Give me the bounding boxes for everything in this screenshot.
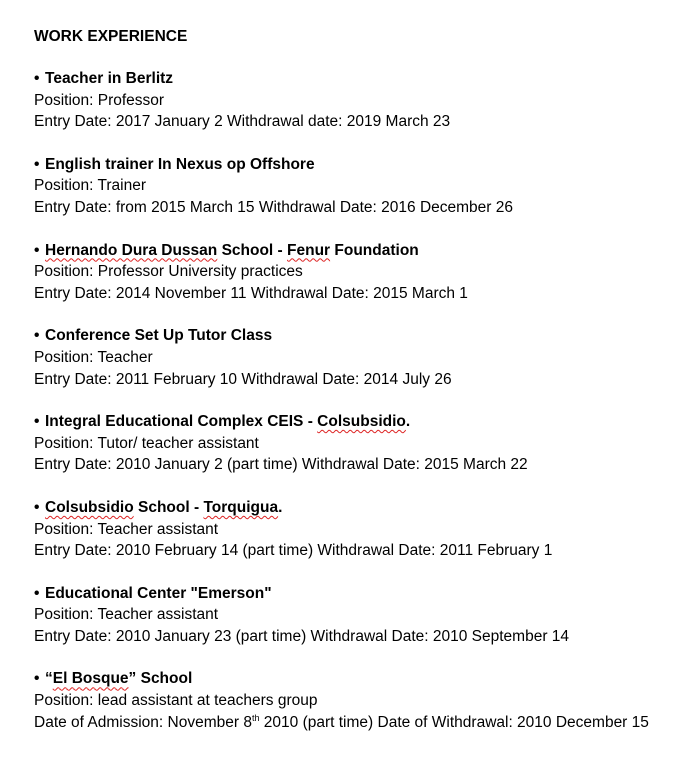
entry-dates: Entry Date: 2010 January 2 (part time) Withdrawal Date: 2015 March 22 — [34, 456, 528, 474]
entry-dates: Entry Date: 2011 February 10 Withdrawal Date: 2014 July 26 — [34, 370, 452, 388]
entry-title — [34, 583, 654, 605]
entry-title-part: School - — [133, 498, 204, 516]
bullet-icon: • — [34, 241, 40, 259]
experience-entry-colsubsidio-school — [34, 497, 654, 562]
bullet-icon: • — [34, 584, 40, 602]
entry-title — [34, 154, 654, 176]
bullet-icon: • — [34, 670, 40, 688]
entry-dates-part: Date of Admission: November 8 — [34, 713, 252, 731]
ordinal-suffix: th — [251, 712, 260, 723]
entry-position: Position: Tutor/ teacher assistant — [34, 434, 259, 452]
entry-title-part: Hernando Dura Dussan — [45, 241, 218, 259]
experience-entry-berlitz — [34, 68, 654, 133]
entry-title-text: English trainer In Nexus op Offshore — [45, 155, 315, 173]
experience-entry-hernando-dura-dussan — [34, 240, 654, 305]
bullet-icon: • — [34, 327, 40, 345]
entry-position: Position: Professor University practices — [34, 263, 303, 281]
resume-document — [34, 26, 654, 754]
entry-dates: Entry Date: 2014 November 11 Withdrawal Date: 2015 March 1 — [34, 284, 468, 302]
entry-position: Position: lead assistant at teachers group — [34, 692, 318, 710]
entry-title-part: Colsubsidio — [317, 413, 406, 431]
entry-dates: Entry Date: from 2015 March 15 Withdrawal Date: 2016 December 26 — [34, 198, 514, 216]
entry-title-part: Colsubsidio — [45, 498, 134, 516]
entry-dates: Entry Date: 2010 February 14 (part time) Withdrawal Date: 2011 February 1 — [34, 542, 553, 560]
experience-entry-el-bosque — [34, 668, 654, 733]
section-title: WORK EXPERIENCE — [34, 28, 188, 45]
entry-position: Position: Teacher assistant — [34, 520, 219, 538]
entry-position: Position: Professor — [34, 91, 165, 109]
entry-title-part: Torquigua — [203, 498, 279, 516]
entry-dates: Entry Date: 2017 January 2 Withdrawal date: 2019 March 23 — [34, 113, 451, 131]
entry-title-part: Integral Educational Complex CEIS - — [45, 413, 318, 431]
entry-title — [34, 325, 654, 347]
experience-entry-ceis — [34, 411, 654, 476]
experience-entry-emerson — [34, 583, 654, 648]
entry-dates — [34, 712, 654, 734]
entry-title-part: . — [278, 498, 283, 516]
entry-title-text: Educational Center "Emerson" — [45, 584, 272, 602]
bullet-icon: • — [34, 498, 40, 516]
entry-title — [34, 68, 654, 90]
entry-title-part: ” School — [128, 670, 193, 688]
entry-title — [34, 497, 654, 519]
bullet-icon: • — [34, 413, 40, 431]
entry-position: Position: Teacher — [34, 348, 153, 366]
entry-title — [34, 668, 654, 690]
entry-title-part: “ — [45, 670, 53, 688]
experience-entry-conference — [34, 325, 654, 390]
bullet-icon: • — [34, 70, 40, 87]
entry-dates-part: 2010 (part time) Date of Withdrawal: 2010 December 15 — [259, 713, 649, 731]
entry-title-part: Fenur — [287, 241, 331, 259]
entry-dates: Entry Date: 2010 January 23 (part time) Withdrawal Date: 2010 September 14 — [34, 627, 570, 645]
entry-position: Position: Teacher assistant — [34, 606, 219, 624]
entry-title — [34, 240, 654, 262]
entry-title-text: Teacher in Berlitz — [45, 70, 174, 87]
bullet-icon: • — [34, 155, 40, 173]
entry-title-text: Conference Set Up Tutor Class — [45, 327, 273, 345]
entry-title — [34, 411, 654, 433]
entry-title-part: El Bosque — [52, 670, 129, 688]
experience-entry-nexus — [34, 154, 654, 219]
entry-title-part: . — [405, 413, 411, 431]
entry-position: Position: Trainer — [34, 177, 146, 195]
entry-title-part: Foundation — [330, 241, 419, 259]
entry-title-part: School - — [217, 241, 288, 259]
